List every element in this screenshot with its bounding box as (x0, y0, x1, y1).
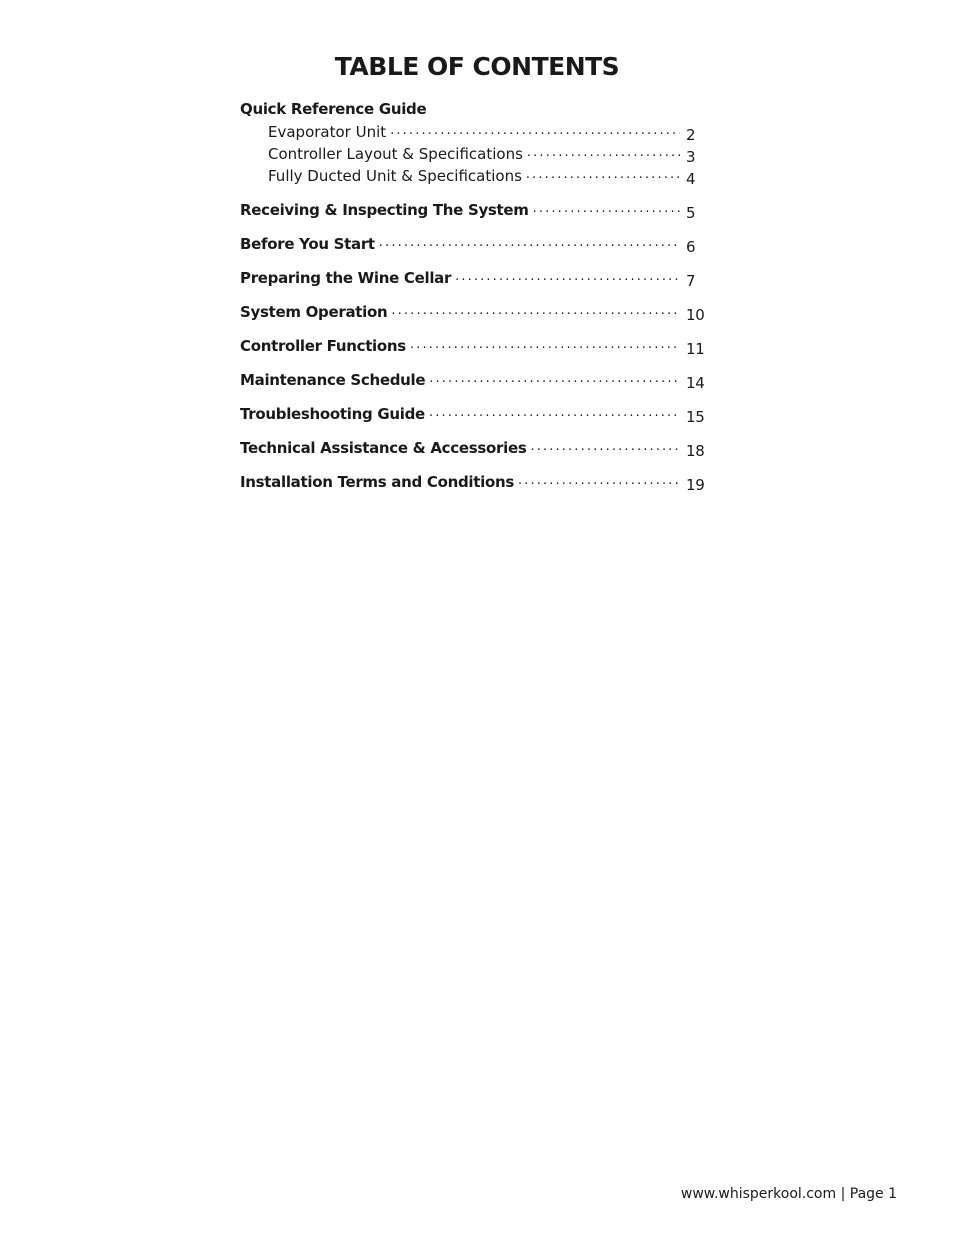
toc-heading-quick-reference: Quick Reference Guide (240, 100, 427, 118)
page-footer: www.whisperkool.com | Page 1 (680, 1186, 897, 1202)
toc-entry-label: Fully Ducted Unit & Specifications (268, 167, 522, 185)
dot-leader (455, 267, 680, 287)
toc-entry-installation-terms[interactable] (240, 458, 710, 492)
dot-leader (518, 471, 680, 491)
toc-entry-label: Controller Layout & Specifications (268, 145, 523, 163)
toc-entry-troubleshooting[interactable] (240, 390, 710, 424)
toc-entry-page: 14 (686, 374, 705, 392)
dot-leader (429, 369, 680, 389)
toc-entry-technical-assistance[interactable] (240, 424, 710, 458)
dot-leader (530, 437, 680, 457)
toc-entry-controller-layout[interactable] (240, 142, 710, 164)
toc-entry-label: Controller Functions (240, 337, 406, 355)
dot-leader (379, 233, 680, 253)
toc-entry-before-you-start[interactable] (240, 220, 710, 254)
dot-leader (390, 121, 680, 141)
toc-entry-evaporator-unit[interactable] (240, 120, 710, 142)
toc-entry-label: Troubleshooting Guide (240, 405, 425, 423)
dot-leader (429, 403, 680, 423)
toc-entry-page: 2 (686, 126, 696, 144)
toc-entry-fully-ducted-unit[interactable] (240, 164, 710, 186)
toc-entry-controller-functions[interactable] (240, 322, 710, 356)
toc-entry-label: Maintenance Schedule (240, 371, 426, 389)
toc-entry-page: 6 (686, 238, 696, 256)
page-title: TABLE OF CONTENTS (334, 52, 620, 81)
toc-entry-label: Evaporator Unit (268, 123, 387, 141)
toc-entry-page: 15 (686, 408, 705, 426)
table-of-contents (240, 98, 710, 492)
dot-leader (533, 199, 680, 219)
toc-entry-label: Preparing the Wine Cellar (240, 269, 452, 287)
dot-leader (527, 143, 680, 163)
toc-entry-label: Before You Start (240, 235, 375, 253)
toc-entry-page: 18 (686, 442, 705, 460)
toc-entry-label: System Operation (240, 303, 388, 321)
toc-entry-preparing-cellar[interactable] (240, 254, 710, 288)
toc-entry-label: Receiving & Inspecting The System (240, 201, 529, 219)
toc-entry-label: Technical Assistance & Accessories (240, 439, 527, 457)
toc-entry-label: Installation Terms and Conditions (240, 473, 514, 491)
toc-entry-page: 11 (686, 340, 705, 358)
toc-entry-receiving[interactable] (240, 186, 710, 220)
toc-entry-maintenance-schedule[interactable] (240, 356, 710, 390)
toc-entry-page: 4 (686, 170, 696, 188)
toc-entry-page: 5 (686, 204, 696, 222)
dot-leader (391, 301, 680, 321)
dot-leader (410, 335, 680, 355)
dot-leader (526, 165, 680, 185)
toc-entry-page: 3 (686, 148, 696, 166)
toc-entry-page: 7 (686, 272, 696, 290)
toc-entry-page: 10 (686, 306, 705, 324)
toc-entry-system-operation[interactable] (240, 288, 710, 322)
toc-entry-page: 19 (686, 476, 705, 494)
